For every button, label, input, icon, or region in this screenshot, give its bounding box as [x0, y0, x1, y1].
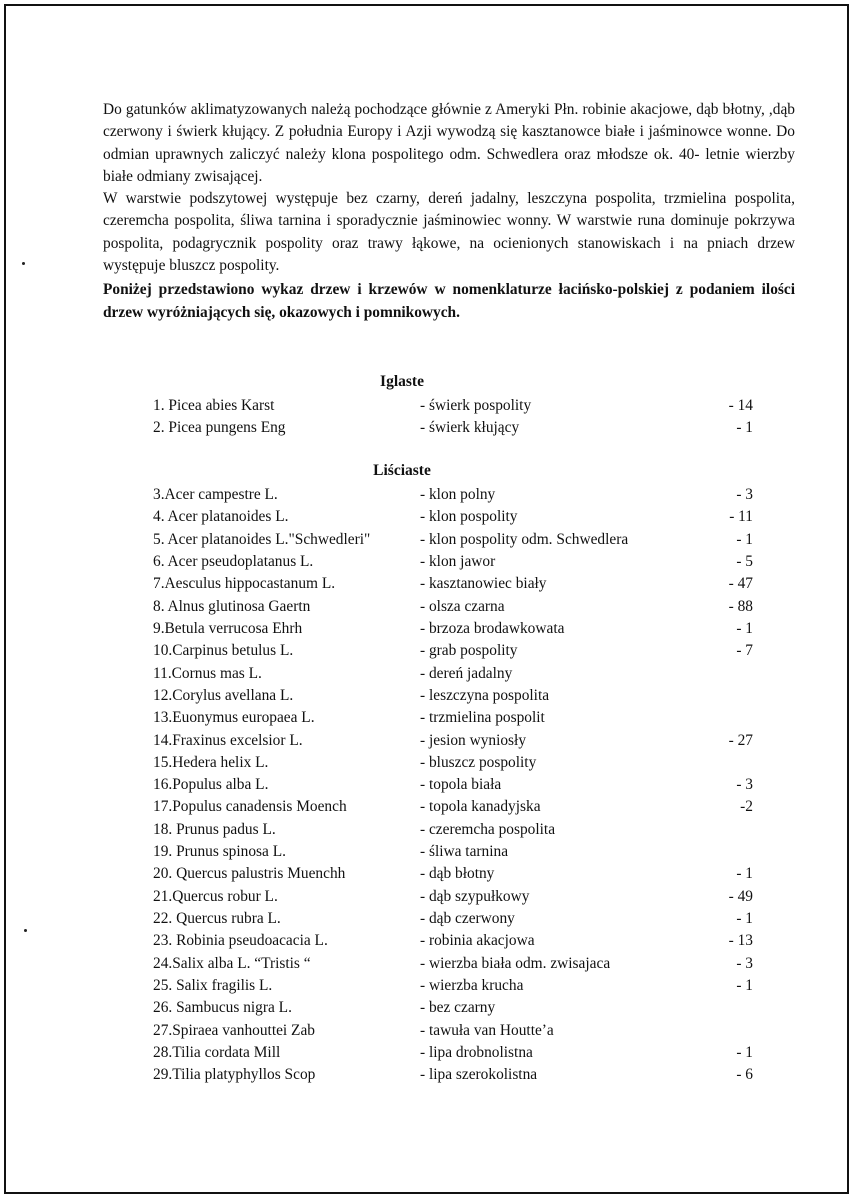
species-row: [0, 663, 853, 685]
polish-name: - tawuła van Houtte’a: [420, 1021, 554, 1039]
latin-name: 26. Sambucus nigra L.: [153, 999, 292, 1017]
polish-name: - bez czarny: [420, 999, 496, 1017]
polish-name: - świerk pospolity: [420, 397, 532, 414]
polish-name: - klon pospolity: [420, 508, 518, 526]
polish-name: - jesion wyniosły: [420, 731, 527, 749]
latin-name: 15.Hedera helix L.: [153, 753, 269, 771]
polish-name: - klon jawor: [420, 552, 496, 570]
latin-name: 24.Salix alba L. “Tristis “: [153, 954, 311, 972]
tree-count: - 13: [728, 932, 753, 950]
tree-count: - 1: [736, 619, 753, 637]
tree-count: - 1: [736, 530, 753, 548]
latin-name: 16.Populus alba L.: [153, 776, 269, 794]
latin-name: 8. Alnus glutinosa Gaertn: [153, 597, 311, 615]
species-row: [0, 551, 853, 573]
polish-name: - czeremcha pospolita: [420, 820, 556, 838]
polish-name: - topola kanadyjska: [420, 798, 541, 816]
tree-count: - 6: [736, 1066, 753, 1084]
polish-name: - bluszcz pospolity: [420, 753, 537, 771]
latin-name: 13.Euonymus europaea L.: [153, 709, 315, 727]
polish-name: - brzoza brodawkowata: [420, 619, 565, 637]
species-row: [0, 886, 853, 908]
tree-count: - 1: [736, 910, 753, 928]
intro-paragraph: W warstwie podszytowej występuje bez czarny, dereń jadalny, leszczyna pospolita, trzmielina pospolita, czeremcha pospolita, śliwa tarnina i sporadycznie jaśminowiec wonny. W warstwie runa dominuje pokrzywa pospolita, podagrycznik pospolity oraz trawy łąkowe, na ocienionych stanowiskach i na pniach drzew występuje bluszcz pospolity.: [103, 190, 795, 275]
latin-name: 20. Quercus palustris Muenchh: [153, 865, 346, 883]
latin-name: 14.Fraxinus excelsior L.: [153, 731, 303, 749]
species-row: [0, 484, 853, 506]
species-row: [0, 707, 853, 729]
latin-name: 12.Corylus avellana L.: [153, 686, 294, 704]
latin-name: 19. Prunus spinosa L.: [153, 843, 286, 861]
species-row: [0, 417, 853, 439]
polish-name: - wierzba krucha: [420, 977, 524, 995]
polish-name: - świerk kłujący: [420, 419, 520, 437]
intro-text: [103, 99, 795, 324]
species-row: [0, 596, 853, 618]
latin-name: 4. Acer platanoides L.: [153, 508, 289, 526]
latin-name: 29.Tilia platyphyllos Scop: [153, 1066, 316, 1084]
species-row: [0, 618, 853, 640]
latin-name: 10.Carpinus betulus L.: [153, 642, 294, 660]
tree-count: - 7: [736, 642, 753, 660]
polish-name: - wierzba biała odm. zwisajaca: [420, 954, 611, 972]
polish-name: - lipa szerokolistna: [420, 1066, 538, 1084]
latin-name: 17.Populus canadensis Moench: [153, 798, 347, 816]
tree-count: - 1: [736, 977, 753, 995]
species-row: [0, 395, 853, 417]
polish-name: - kasztanowiec biały: [420, 575, 547, 593]
species-row: [0, 1064, 853, 1086]
tree-count: - 1: [736, 419, 753, 437]
tree-count: - 14: [728, 397, 753, 414]
species-row: [0, 573, 853, 595]
species-row: [0, 685, 853, 707]
species-row: [0, 819, 853, 841]
latin-name: 21.Quercus robur L.: [153, 887, 278, 905]
tree-count: - 49: [728, 887, 753, 905]
latin-name: 7.Aesculus hippocastanum L.: [153, 575, 336, 593]
tree-count: - 47: [728, 575, 753, 593]
scan-speck: [22, 262, 25, 265]
tree-count: - 3: [736, 954, 753, 972]
polish-name: - dąb szypułkowy: [420, 887, 530, 905]
species-row: [0, 506, 853, 528]
tree-count: - 3: [736, 776, 753, 794]
species-row: [0, 529, 853, 551]
latin-name: 28.Tilia cordata Mill: [153, 1044, 281, 1061]
polish-name: - klon polny: [420, 486, 496, 503]
section-title-lisciaste: Liściaste: [373, 462, 431, 479]
latin-name: 23. Robinia pseudoacacia L.: [153, 932, 328, 950]
species-row: [0, 1042, 853, 1064]
species-row: [0, 774, 853, 796]
intro-paragraph: Do gatunków aklimatyzowanych należą pochodzące głównie z Ameryki Płn. robinie akacjowe, dąb błotny, ,dąb czerwony i świerk kłujący. Z południa Europy i Azji wywodzą się kasztanowce białe i jaśminowce wonne. Do odmian uprawnych zaliczyć należy klona pospolitego odm. Schwedlera oraz młodsze ok. 40- letnie wierzby białe odmiany zwisającej.: [103, 101, 795, 185]
tree-count: - 1: [736, 1044, 753, 1061]
species-row: [0, 752, 853, 774]
latin-name: 1. Picea abies Karst: [153, 397, 275, 414]
polish-name: - klon pospolity odm. Schwedlera: [420, 530, 629, 548]
species-row: [0, 953, 853, 975]
list-heading: Poniżej przedstawiono wykaz drzew i krzewów w nomenklaturze łacińsko-polskiej z podaniem ilości drzew wyróżniających się, okazowych i pomnikowych.: [103, 281, 795, 321]
species-row: [0, 975, 853, 997]
species-row: [0, 997, 853, 1019]
tree-count: -2: [740, 798, 753, 816]
species-row: [0, 841, 853, 863]
species-row: [0, 1020, 853, 1042]
tree-count: - 5: [736, 552, 753, 570]
species-row: [0, 863, 853, 885]
species-row: [0, 930, 853, 952]
latin-name: 5. Acer platanoides L."Schwedleri": [153, 530, 371, 548]
species-row: [0, 640, 853, 662]
polish-name: - leszczyna pospolita: [420, 686, 550, 704]
polish-name: - dąb błotny: [420, 865, 495, 883]
tree-count: - 1: [736, 865, 753, 883]
section-title-iglaste: Iglaste: [380, 373, 424, 390]
polish-name: - śliwa tarnina: [420, 843, 509, 861]
latin-name: 25. Salix fragilis L.: [153, 977, 273, 995]
polish-name: - olsza czarna: [420, 597, 505, 615]
latin-name: 9.Betula verrucosa Ehrh: [153, 619, 303, 637]
species-row: [0, 908, 853, 930]
polish-name: - robinia akacjowa: [420, 932, 535, 950]
latin-name: 11.Cornus mas L.: [153, 664, 262, 682]
latin-name: 2. Picea pungens Eng: [153, 419, 286, 437]
polish-name: - lipa drobnolistna: [420, 1044, 533, 1061]
polish-name: - dereń jadalny: [420, 664, 513, 682]
latin-name: 22. Quercus rubra L.: [153, 910, 281, 928]
latin-name: 6. Acer pseudoplatanus L.: [153, 552, 314, 570]
tree-count: - 88: [728, 597, 753, 615]
tree-count: - 27: [728, 731, 753, 749]
latin-name: 18. Prunus padus L.: [153, 820, 276, 838]
latin-name: 3.Acer campestre L.: [153, 486, 278, 503]
polish-name: - topola biała: [420, 776, 502, 794]
latin-name: 27.Spiraea vanhouttei Zab: [153, 1021, 315, 1039]
species-row: [0, 730, 853, 752]
polish-name: - trzmielina pospolit: [420, 709, 545, 727]
polish-name: - grab pospolity: [420, 642, 518, 660]
tree-count: - 3: [736, 486, 753, 503]
species-row: [0, 796, 853, 818]
tree-count: - 11: [729, 508, 753, 526]
polish-name: - dąb czerwony: [420, 910, 515, 928]
